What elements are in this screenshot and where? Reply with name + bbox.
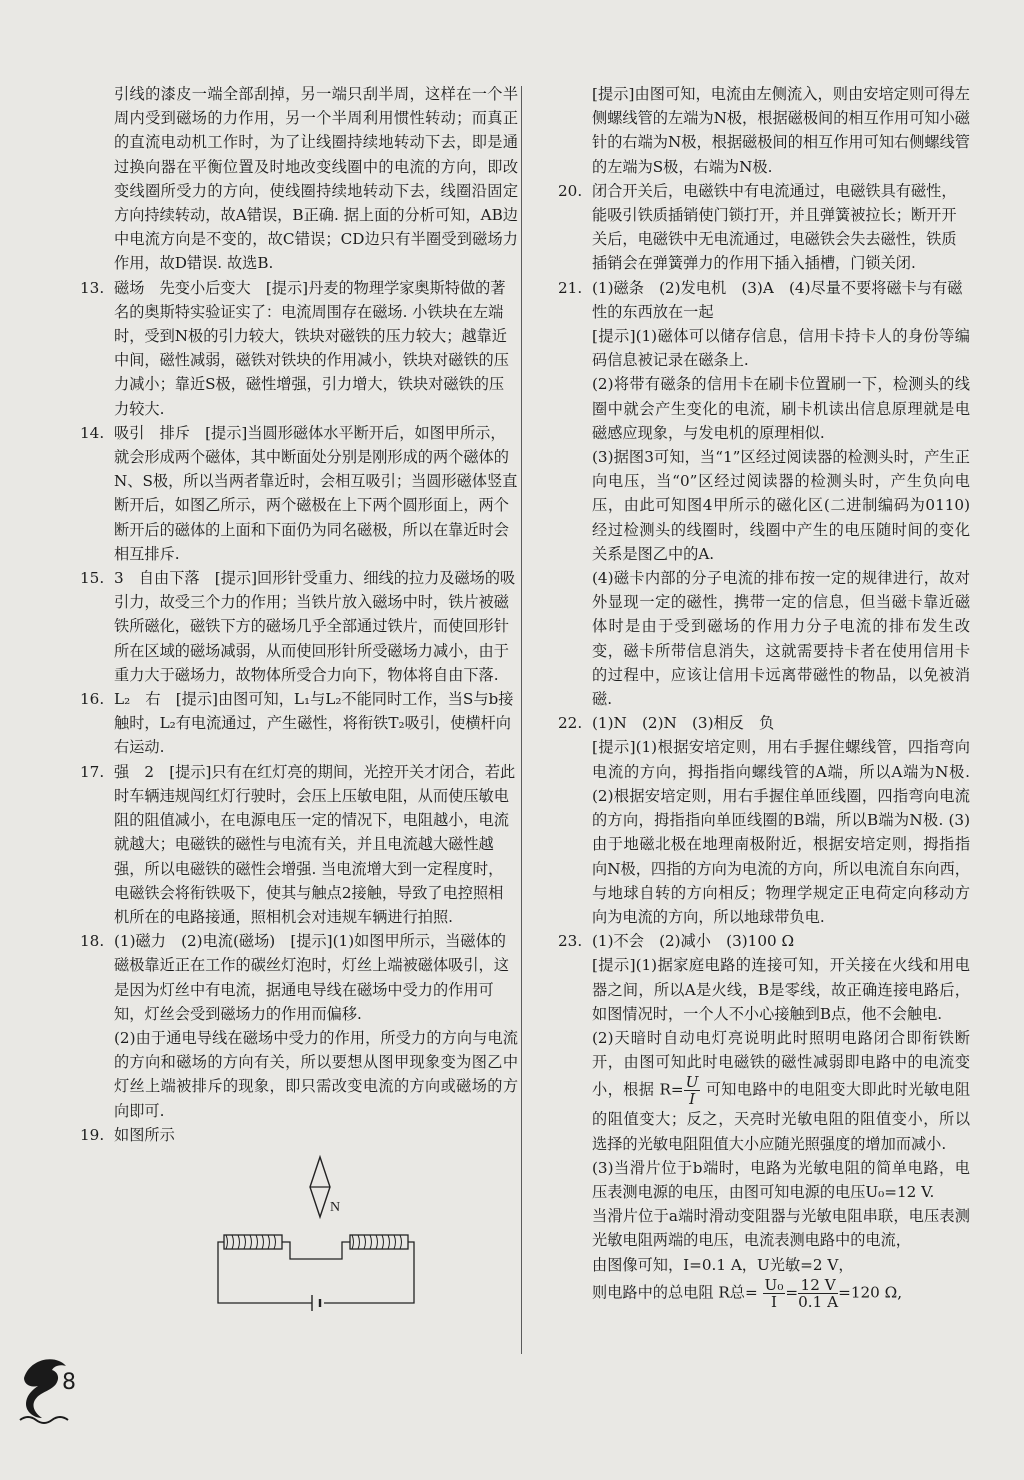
q23-hint-6: 则电路中的总电阻 R总= $\frac{\text{U₀}}{I}$ = $\frac{12 V}{0.1 A}$ =120 Ω, [592,1275,903,1311]
column-divider [521,86,522,1354]
q18: 18. (1)磁力 (2)电流(磁场) [提示](1)如图甲所示，当磁体的磁极靠近正在工作的碳丝灯泡时，灯丝上端被磁体吸引，这是因为灯丝中有电流，据通电导线在磁场中受力的作用可知，灯丝会受到磁场力的作用而偏移. [80,932,509,1023]
q21-hint-3: (3)据图3可知，当“1”区经过阅读器的检测头时，产生正向电压，当“0”区经过阅读器的检测头时，产生负向电压，由此可知图4甲所示的磁化区(二进制编码为0110)经过检测头的线圈时，线圈中产生的电压随时间的变化关系是图乙中的A. [592,448,970,563]
q21-hint-1: [提示](1)磁体可以储存信息，信用卡持卡人的身份等编码信息被记录在磁条上. [592,327,970,370]
q20: 20. 闭合开关后，电磁铁中有电流通过，电磁铁具有磁性，能吸引铁质插销使门锁打开，并且弹簧被拉长；断开开关后，电磁铁中无电流通过，电磁铁会失去磁性，铁质插销会在弹簧弹力的作用下插入插槽，门锁关闭. [558,181,957,273]
q22: 22. (1)N (2)N (3)相反 负 [558,714,775,733]
q17: 17. 强 2 [提示]只有在红灯亮的期间，光控开关才闭合，若此时车辆违规闯红灯行驶时，会压上压敏电阻，从而使压敏电阻的阻值减小，在电源电压一定的情况下，电阻越小，电流就越大；电磁铁的磁性与电流有关，并且电流越大磁性越强，所以电磁铁的磁性会增强. 当电流增大到一定程度时，电磁铁会将衔铁吸下，使其与触点2接触，导致了电控照相机所在的电路接通，照相机会对违规车辆进行拍照. [80,762,516,926]
page-number: 8 [62,1370,76,1395]
circuit-svg [200,1153,440,1313]
q21: 21. (1)磁条 (2)发电机 (3)A (4)尽量不要将磁卡与有磁性的东西放在一起 [558,278,963,321]
q23-hint-3: (3)当滑片位于b端时，电路为光敏电阻的简单电路，电压表测电源的电压，由图可知电源的电压U₀=12 V. [592,1158,970,1201]
q23: 23. (1)不会 (2)减小 (3)100 Ω [558,932,795,951]
q23-hint-2: (2)天暗时自动电灯亮说明此时照明电路闭合即衔铁断开，由图可知此时电磁铁的磁性减弱即电路中的电流变小，根据 R= $\frac{U}{I}$ 可知电路中的电阻变大即此时光敏电阻的阻值变大；反之，天亮时光敏电阻的阻值变小，所以选择的光敏电阻阻值大小应随光照强度的增加而减小. [592,1028,971,1153]
right-column [558,82,970,1310]
q23-hint-4: 当滑片位于a端时滑动变阻器与光敏电阻串联，电压表测光敏电阻两端的电压，电流表测电路中的电流， [592,1207,970,1250]
q16: 16. L₂ 右 [提示]由图可知，L₁与L₂不能同时工作，当S与b接触时，L₂有电流通过，产生磁性，将衔铁T₂吸引，使横杆向右运动. [80,690,514,757]
q21-hint-2: (2)将带有磁条的信用卡在刷卡位置刷一下，检测头的线圈中就会产生变化的电流，刷卡机读出信息原理就是电磁感应现象，与发电机的原理相似. [592,375,970,442]
q21-hint-4: (4)磁卡内部的分子电流的排布按一定的规律进行，故对外显现一定的磁性，携带一定的信息，但当磁卡靠近磁体时是由于受到磁场的作用力分子电流的排布发生改变，磁卡所带信息消失，这就需要持卡者在使用信用卡的过程中，应该让信用卡远离带磁性的物品，以免被消磁. [592,569,970,709]
q19: 19. 如图所示 [80,1125,175,1144]
ohm-law-formula: R= $\frac{U}{I}$ [659,1073,699,1109]
north-label: N [330,1199,341,1215]
q23-hint-5: 由图像可知，I=0.1 A，U光敏=2 V， [592,1255,854,1274]
q14: 14. 吸引 排斥 [提示]当圆形磁体水平断开后，如图甲所示，就会形成两个磁体，其中断面处分别是刚形成的两个磁体的N、S极，所以当两者靠近时，会相互吸引；当圆形磁体竖直断开后，如图乙所示，两个磁极在上下两个圆形面上，两个断开后的磁体的上面和下面仍为同名磁极，所以在靠近时会相互排斥. [80,423,518,563]
q23-hint-1: [提示](1)据家庭电路的连接可知，开关接在火线和用电器之间，所以A是火线，B是零线，故正确连接电路后，如图情况时，一个人不小心接触到B点，他不会触电. [592,956,970,1023]
solenoid-diagram [200,1153,440,1313]
q15: 15. 3 自由下落 [提示]回形针受重力、细线的拉力及磁场的吸引力，故受三个力的作用；当铁片放入磁场中时，铁片被磁铁所磁化，磁铁下方的磁场几乎全部通过铁片，而使回形针所在区域的磁场减弱，从而使回形针所受磁场力减小，由于重力大于磁场力，故物体所受合力向下，物体将自由下落. [80,569,516,684]
q19-hint: [提示]由图可知，电流由左侧流入，则由安培定则可得左侧螺线管的左端为N极，根据磁极间的相互作用可知小磁针的右端为N极，根据磁极间的相互作用可知右侧螺线管的左端为S极，右端为N极. [592,85,970,176]
q22-hint: [提示](1)根据安培定则，用右手握住螺线管，四指弯向电流的方向，拇指指向螺线管的A端，所以A端为N极. (2)根据安培定则，用右手握住单匝线圈，四指弯向电流的方向，拇指指向单匝线圈的B端，所以B端为N极. (3)由于地磁北极在地理南极附近，根据安培定则，拇指指向N极，四指的方向为电流的方向，所以电流自东向西，与地球自转的方向相反；物理学规定正电荷定向移动方向为电流的方向，所以地球带负电. [592,738,970,926]
total-resistance-formula: $\frac{\text{U₀}}{I}$ [764,1275,784,1311]
q12-continuation: 引线的漆皮一端全部刮掉，另一端只刮半周，这样在一个半周内受到磁场的力作用，另一个半周利用惯性转动；而真正的直流电动机工作时，为了让线圈持续地转动下去，即是通过换向器在平衡位置及时地改变线圈中的电流的方向，即改变线圈所受力的方向，使线圈持续地转动下去，线圈沿固定方向持续转动，故A错误，B正确. 据上面的分析可知，AB边中电流方向是不变的，故C错误；CD边只有半圈受到磁场力作用，故D错误. 故选B. [114,85,518,273]
left-column [80,82,518,1313]
q18-part2: (2)由于通电导线在磁场中受力的作用，所受力的方向与电流的方向和磁场的方向有关，所以要想从图甲现象变为图乙中灯丝上端被排斥的现象，即只需改变电流的方向或磁场的方向即可. [114,1028,518,1120]
q13: 13. 磁场 先变小后变大 [提示]丹麦的物理学家奥斯特做的著名的奥斯特实验证实了：电流周围存在磁场. 小铁块在左端时，受到N极的引力较大，铁块对磁铁的压力较大；越靠近中间，磁性减弱，磁铁对铁块的作用减小，铁块对磁铁的压力减小；靠近S极，磁性增强，引力增大，铁块对磁铁的压力较大. [80,278,509,418]
